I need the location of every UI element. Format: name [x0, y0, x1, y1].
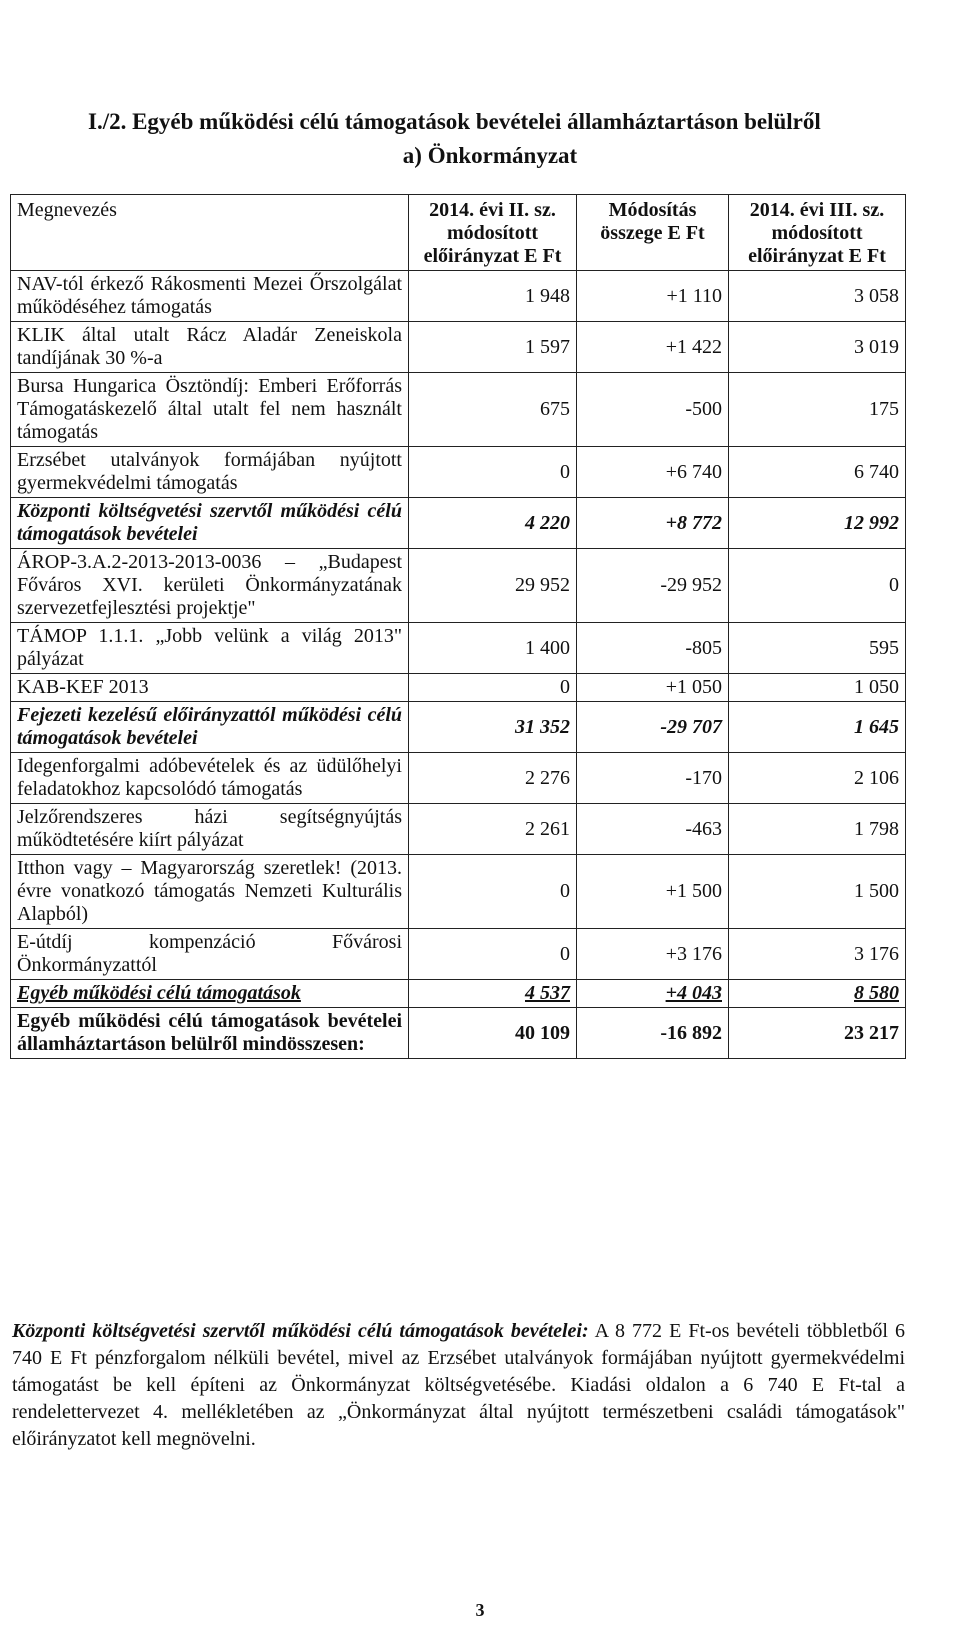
row-name: Idegenforgalmi adóbevételek és az üdülőhelyi feladatokhoz kapcsolódó támogatás: [11, 753, 409, 804]
row-value-new: 595: [729, 623, 906, 674]
grand-total-value-prev: 40 109: [409, 1008, 577, 1059]
row-name: E-útdíj kompenzáció Fővárosi Önkormányzattól: [11, 929, 409, 980]
row-value-new: 2 106: [729, 753, 906, 804]
grand-total-value-change: -16 892: [577, 1008, 729, 1059]
row-value-change: +6 740: [577, 447, 729, 498]
row-value-new: 1 050: [729, 674, 906, 702]
note-lead: Központi költségvetési szervtől működési célú támogatások bevételei:: [12, 1320, 589, 1342]
row-value-change: +3 176: [577, 929, 729, 980]
table-row: [11, 322, 906, 373]
subtotal-row: [11, 702, 906, 753]
row-name: TÁMOP 1.1.1. „Jobb velünk a világ 2013" pályázat: [11, 623, 409, 674]
budget-table: [10, 194, 906, 1059]
row-value-change: -805: [577, 623, 729, 674]
table-row: [11, 373, 906, 447]
row-value-change: -463: [577, 804, 729, 855]
subtotal-value-new: [729, 980, 906, 1008]
row-value-change: +1 422: [577, 322, 729, 373]
subtotal-row: [11, 498, 906, 549]
row-name: Itthon vagy – Magyarország szeretlek! (2013. évre vonatkozó támogatás Nemzeti Kulturális Alapból): [11, 855, 409, 929]
subtotal-value-prev: 31 352: [409, 702, 577, 753]
table-row: [11, 447, 906, 498]
subtotal-value-change: -29 707: [577, 702, 729, 753]
row-value-prev: 2 276: [409, 753, 577, 804]
subtotal-row: [11, 980, 906, 1008]
page-title: I./2. Egyéb működési célú támogatások bevételei államháztartáson belülről: [88, 109, 821, 134]
row-value-prev: 0: [409, 855, 577, 929]
subtotal-name-text: Egyéb működési célú támogatások: [17, 982, 301, 1004]
row-value-prev: 2 261: [409, 804, 577, 855]
row-value-new: 6 740: [729, 447, 906, 498]
row-value-prev: 1 597: [409, 322, 577, 373]
row-value-new: 3 176: [729, 929, 906, 980]
row-value-change: -29 952: [577, 549, 729, 623]
subtotal-value-new: 1 645: [729, 702, 906, 753]
table-row: [11, 804, 906, 855]
row-name: Jelzőrendszeres házi segítségnyújtás működtetésére kiírt pályázat: [11, 804, 409, 855]
row-value-change: +1 110: [577, 271, 729, 322]
explanatory-note: [12, 1318, 905, 1453]
row-value-new: 3 019: [729, 322, 906, 373]
header-col3: 2014. évi III. sz. módosított előirányzat E Ft: [729, 195, 906, 271]
row-name: KAB-KEF 2013: [11, 674, 409, 702]
row-name: ÁROP-3.A.2-2013-2013-0036 – „Budapest Főváros XVI. kerületi Önkormányzatának szervezetfejlesztési projektje": [11, 549, 409, 623]
table-row: [11, 549, 906, 623]
grand-total-name: Egyéb működési célú támogatások bevételei államháztartáson belülről mindösszesen:: [11, 1008, 409, 1059]
grand-total-value-new: 23 217: [729, 1008, 906, 1059]
row-value-new: 3 058: [729, 271, 906, 322]
page-number: 3: [475, 1600, 485, 1620]
row-value-prev: 0: [409, 674, 577, 702]
subtotal-name: Központi költségvetési szervtől működési célú támogatások bevételei: [11, 498, 409, 549]
header-col2: Módosítás összege E Ft: [577, 195, 729, 271]
row-value-change: -170: [577, 753, 729, 804]
table-header-row: [11, 195, 906, 271]
row-name: Erzsébet utalványok formájában nyújtott gyermekvédelmi támogatás: [11, 447, 409, 498]
row-name: Bursa Hungarica Ösztöndíj: Emberi Erőforrás Támogatáskezelő által utalt fel nem használt támogatás: [11, 373, 409, 447]
header-name: Megnevezés: [11, 195, 409, 271]
subtotal-value-new-text: 8 580: [854, 982, 899, 1004]
table-row: [11, 753, 906, 804]
table-row: [11, 855, 906, 929]
table-row: [11, 271, 906, 322]
row-value-change: +1 500: [577, 855, 729, 929]
row-value-prev: 0: [409, 447, 577, 498]
subtotal-value-prev: [409, 980, 577, 1008]
subtotal-value-change: [577, 980, 729, 1008]
row-value-new: 1 500: [729, 855, 906, 929]
row-value-change: -500: [577, 373, 729, 447]
subtotal-value-prev-text: 4 537: [525, 982, 570, 1004]
row-value-prev: 1 400: [409, 623, 577, 674]
row-name: KLIK által utalt Rácz Aladár Zeneiskola tandíjának 30 %-a: [11, 322, 409, 373]
row-name: NAV-tól érkező Rákosmenti Mezei Őrszolgálat működéséhez támogatás: [11, 271, 409, 322]
subtotal-name: [11, 980, 409, 1008]
header-col1: 2014. évi II. sz. módosított előirányzat E Ft: [409, 195, 577, 271]
row-value-new: 175: [729, 373, 906, 447]
subtotal-value-change-text: +4 043: [665, 982, 722, 1004]
subtotal-value-prev: 4 220: [409, 498, 577, 549]
row-value-prev: 1 948: [409, 271, 577, 322]
grand-total-row: [11, 1008, 906, 1059]
row-value-prev: 29 952: [409, 549, 577, 623]
row-value-change: +1 050: [577, 674, 729, 702]
row-value-new: 1 798: [729, 804, 906, 855]
subtotal-value-new: 12 992: [729, 498, 906, 549]
row-value-prev: 0: [409, 929, 577, 980]
row-value-prev: 675: [409, 373, 577, 447]
subtotal-name: Fejezeti kezelésű előirányzattól működési célú támogatások bevételei: [11, 702, 409, 753]
table-row: [11, 929, 906, 980]
page-subtitle: a) Önkormányzat: [402, 143, 578, 168]
row-value-new: 0: [729, 549, 906, 623]
subtotal-value-change: +8 772: [577, 498, 729, 549]
note-text: A 8 772 E Ft-os bevételi többletből 6 740 E Ft pénzforgalom nélküli bevétel, mivel az Erzsébet utalványok formájában nyújtott gyermekvédelmi támogatást be kell építeni az Önkormányzat költségvetésébe. Kiadási oldalon a 6 740 E Ft-tal a rendelettervezet 4. mellékletében az „Önkormányzat által nyújtott természetbeni családi támogatások" előirányzatot kell megnövelni.: [12, 1320, 906, 1450]
table-row: [11, 674, 906, 702]
table-row: [11, 623, 906, 674]
